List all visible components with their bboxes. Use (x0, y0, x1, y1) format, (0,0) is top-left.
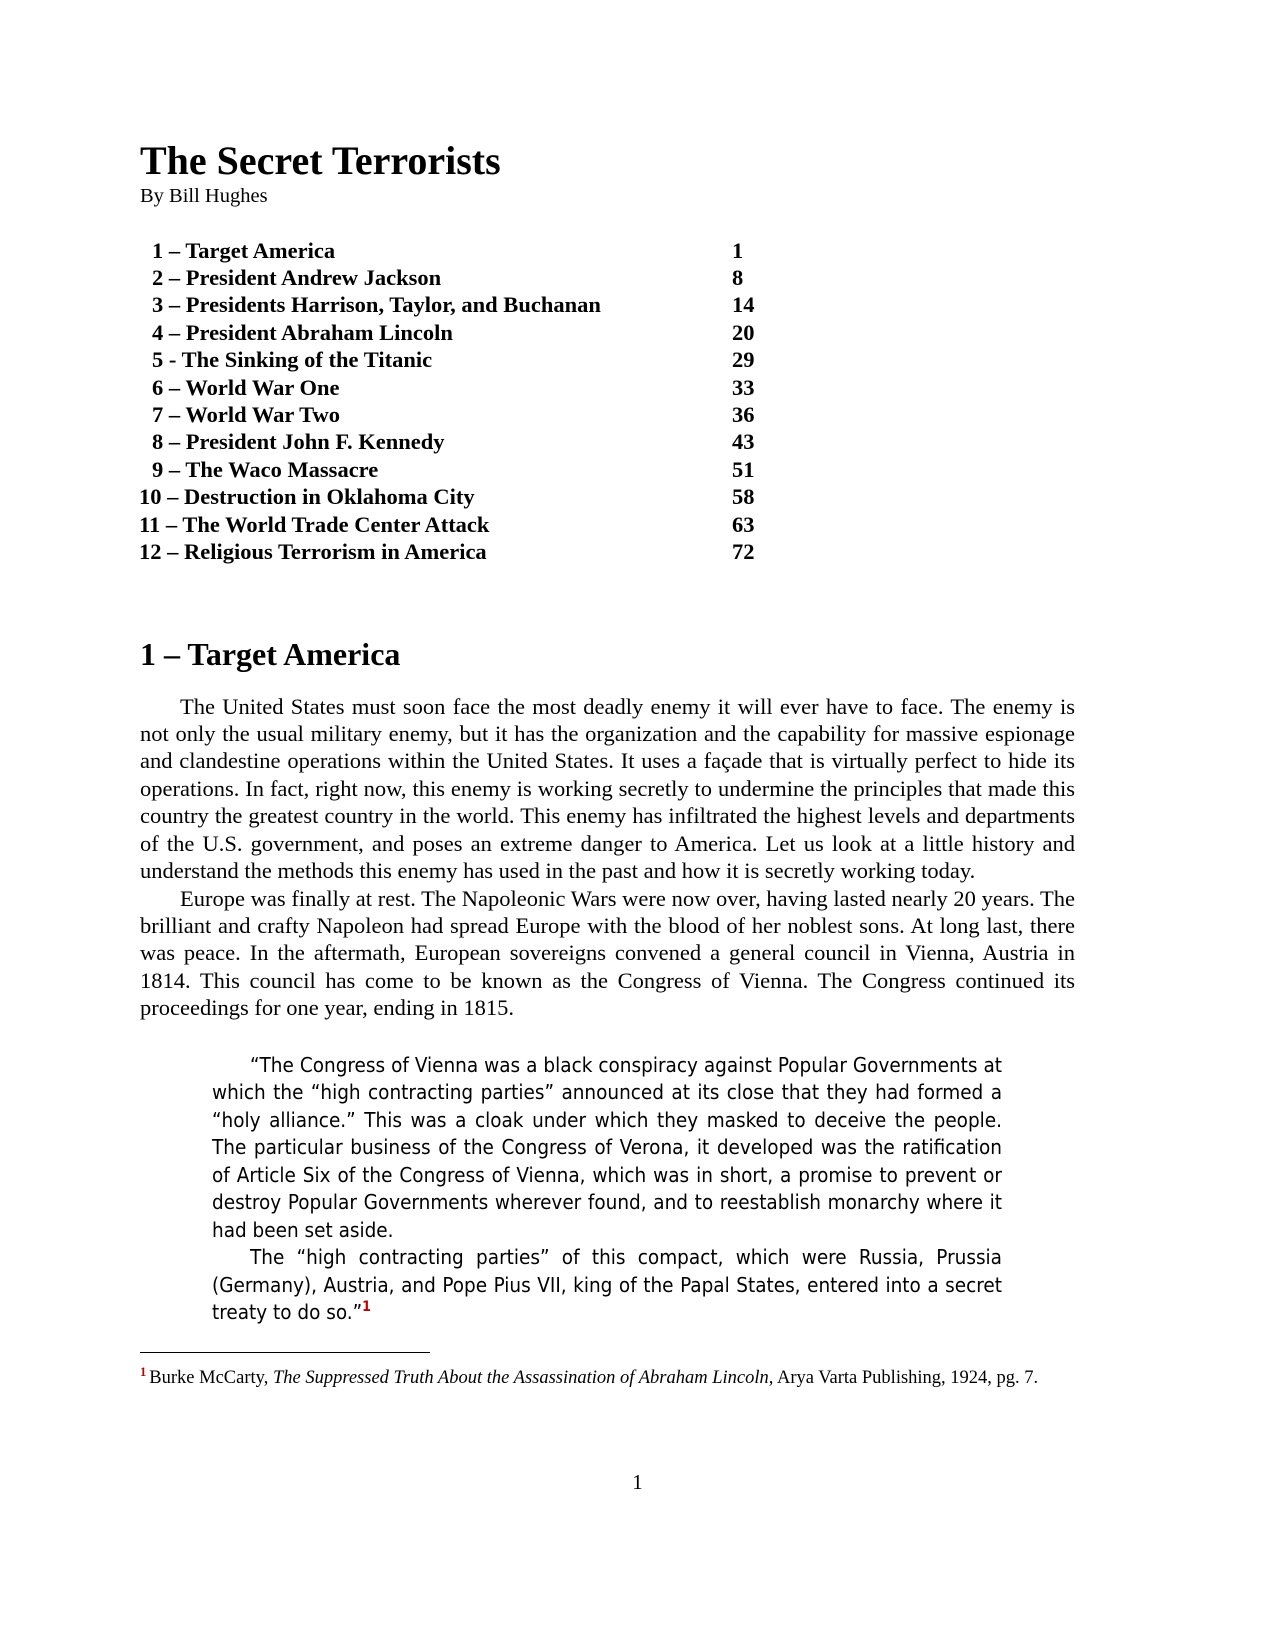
toc-entry (152, 264, 772, 291)
toc-entry-label: 12 – Religious Terrorism in America (139, 539, 487, 565)
toc-entry-label: 3 – Presidents Harrison, Taylor, and Buchanan (152, 292, 601, 318)
toc-entry-page: 8 (732, 265, 744, 290)
toc-entry-label: 9 – The Waco Massacre (152, 456, 379, 482)
footnote-area (140, 1352, 1075, 1391)
page-content (140, 140, 1075, 1327)
block-quote-paragraph (212, 1244, 1002, 1327)
toc-entry-label: 2 – President Andrew Jackson (152, 265, 442, 290)
toc-entry-page: 63 (732, 511, 755, 537)
toc-entry (152, 456, 772, 483)
footnote-separator-rule (140, 1352, 430, 1353)
footnote-work-title: The Suppressed Truth About the Assassination of Abraham Lincoln (272, 1368, 769, 1388)
block-quote-text: The “high contracting parties” of this compact, which were Russia, Prussia (Germany), Austria, and Pope Pius VII, king of the Papal States, entered into a secret treaty to do so.” (212, 1245, 1002, 1325)
footnote-reference-marker[interactable]: 1 (362, 1299, 371, 1316)
toc-entry-page: 58 (732, 484, 755, 510)
toc-entry (152, 346, 772, 373)
toc-entry (152, 428, 772, 455)
toc-entry (152, 319, 772, 346)
toc-entry-label: 1 – Target America (152, 237, 336, 263)
block-quote (212, 1052, 1002, 1327)
toc-entry-page: 14 (732, 292, 755, 318)
toc-entry (139, 483, 772, 510)
toc-entry-page: 36 (732, 402, 755, 428)
table-of-contents (139, 237, 772, 566)
body-paragraph: Europe was finally at rest. The Napoleonic Wars were now over, having lasted nearly 20 years. The brilliant and crafty Napoleon had spread Europe with the blood of her noblest sons. At long last, there was peace. In the aftermath, European sovereigns convened a general council in Vienna, Austria in 1814. This council has come to be known as the Congress of Vienna. The Congress continued its proceedings for one year, ending in 1815. (140, 885, 1075, 1021)
body-paragraph: The United States must soon face the most deadly enemy it will ever have to face. The enemy is not only the usual military enemy, but it has the organization and the capability for massive espionage and clandestine operations within the United States. It uses a façade that is virtually perfect to hide its operations. In fact, right now, this enemy is working secretly to undermine the principles that made this country the greatest country in the world. This enemy has infiltrated the highest levels and departments of the U.S. government, and poses an extreme danger to America. Let us look at a little history and understand the methods this enemy has used in the past and how it is secretly working today. (140, 693, 1075, 884)
toc-entry-page: 43 (732, 429, 755, 455)
toc-entry-page: 33 (732, 374, 755, 400)
toc-entry (152, 374, 772, 401)
toc-entry (139, 511, 772, 538)
toc-entry-page: 20 (732, 319, 755, 345)
toc-entry-label: 7 – World War Two (152, 402, 340, 428)
toc-entry (152, 401, 772, 428)
footnote-entry (140, 1366, 1075, 1391)
toc-entry-page: 51 (732, 456, 755, 482)
toc-entry-label: 11 – The World Trade Center Attack (139, 511, 490, 537)
page-number: 1 (632, 1470, 643, 1494)
chapter-heading: 1 – Target America (140, 636, 401, 673)
toc-entry-page: 29 (732, 347, 755, 373)
document-byline: By Bill Hughes (140, 185, 268, 207)
toc-entry-label: 8 – President John F. Kennedy (152, 429, 445, 455)
toc-entry-label: 6 – World War One (152, 374, 340, 400)
toc-entry (152, 291, 772, 318)
toc-entry-label: 4 – President Abraham Lincoln (152, 319, 453, 345)
footnote-publication-info: , Arya Varta Publishing, 1924, pg. 7. (768, 1368, 1039, 1388)
footnote-author: Burke McCarty, (149, 1368, 273, 1388)
document-title: The Secret Terrorists (140, 138, 501, 183)
toc-entry-label: 10 – Destruction in Oklahoma City (139, 484, 475, 510)
footnote-number: 1 (140, 1364, 147, 1379)
block-quote-paragraph: “The Congress of Vienna was a black conspiracy against Popular Governments at which the “high contracting parties” announced at its close that they had formed a “holy alliance.” This was a cloak under which they masked to deceive the people. The particular business of the Congress of Verona, it developed was the ratification of Article Six of the Congress of Vienna, which was in short, a promise to prevent or destroy Popular Governments wherever found, and to reestablish monarchy where it had been set aside. (212, 1052, 1002, 1242)
toc-entry (152, 237, 772, 264)
toc-entry-page: 1 (732, 237, 744, 263)
toc-entry-label: 5 - The Sinking of the Titanic (152, 347, 433, 373)
toc-entry (139, 538, 772, 565)
toc-entry-page: 72 (732, 539, 755, 565)
